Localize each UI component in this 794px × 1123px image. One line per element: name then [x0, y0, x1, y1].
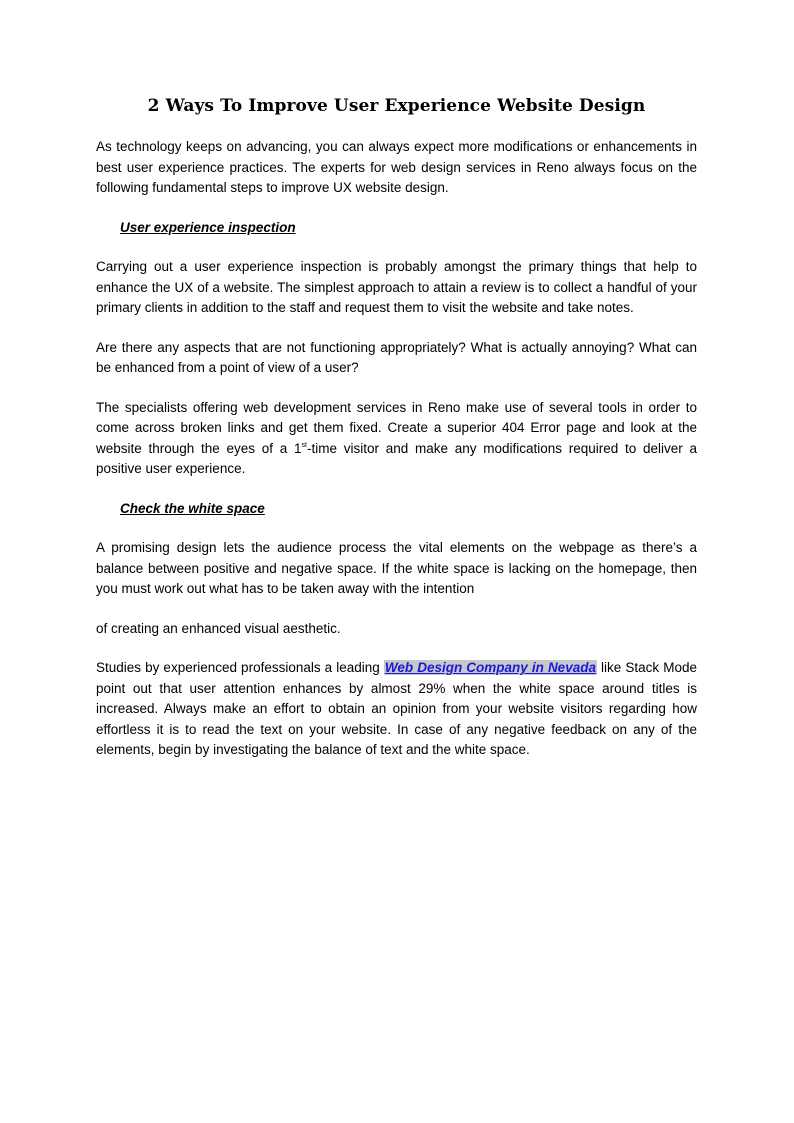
white-space-paragraph-1: A promising design lets the audience process the vital elements on the webpage as there’s a balance between positive and negative space. If the white space is lacking on the homepage, then you must work out what has to be taken away with the intention [96, 540, 697, 596]
inspection-paragraph-3-text-b: -time visitor and make any modifications required to deliver a positive user experience. [96, 440, 697, 476]
white-space-paragraph-3-text-b: like Stack Mode point out that user attention enhances by almost 29% when the white space around titles is increased. Always make an effort to obtain an opinion from your website visitors regarding how effortless it is to read the text on your website. In case of any negative feedback on any of the elements, begin by investigating the balance of text and the white space. [96, 660, 697, 757]
white-space-paragraph-2: of creating an enhanced visual aesthetic. [96, 620, 341, 636]
document-title: 2 Ways To Improve User Experience Website Design [147, 96, 646, 116]
document-body [96, 94, 697, 780]
ordinal-superscript: st [301, 441, 307, 449]
section-heading-inspection [120, 218, 697, 239]
white-space-paragraph-3 [96, 658, 697, 761]
web-design-company-link[interactable]: Web Design Company in Nevada [384, 660, 596, 675]
inspection-paragraph-3-text-a: The specialists offering web development services in Reno make use of several tools in order to come across broken links and get them fixed. Create a superior 404 Error page and look at the website through the eyes of a 1 [96, 399, 697, 456]
section-heading-inspection-text: User experience inspection [120, 219, 296, 235]
section-heading-white-space [120, 499, 697, 520]
intro-paragraph: As technology keeps on advancing, you can always expect more modifications or enhancements in best user experience practices. The experts for web design services in Reno always focus on the following fundamental steps to improve UX website design. [96, 139, 697, 195]
section-heading-white-space-text: Check the white space [120, 500, 265, 516]
inspection-paragraph-2: Are there any aspects that are not functioning appropriately? What is actually annoying? What can be enhanced from a point of view of a user? [96, 339, 697, 375]
white-space-paragraph-3-text-a: Studies by experienced professionals a leading [96, 660, 384, 675]
inspection-paragraph-3 [96, 398, 697, 480]
inspection-paragraph-1: Carrying out a user experience inspection is probably amongst the primary things that help to enhance the UX of a website. The simplest approach to attain a review is to collect a handful of your primary clients in addition to the staff and request them to visit the website and take notes. [96, 259, 697, 315]
